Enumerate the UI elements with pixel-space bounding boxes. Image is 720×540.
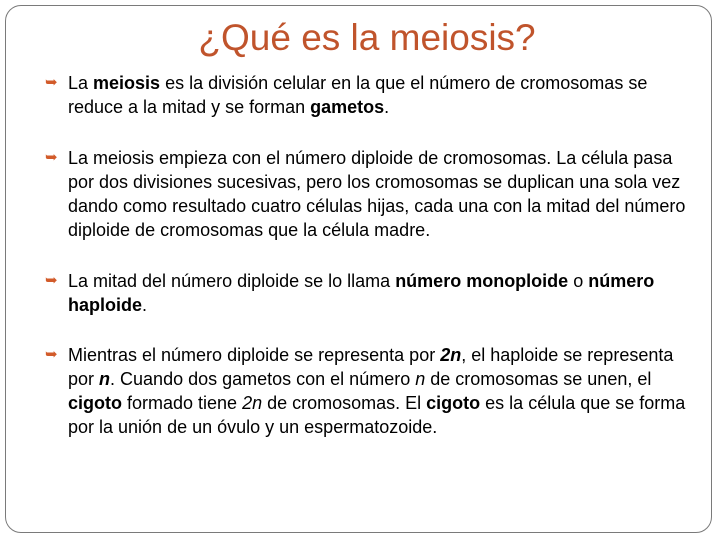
bullet-text-bold: gametos — [310, 97, 385, 117]
bullet-text-bold-italic: 2n — [440, 345, 462, 365]
bullet-text: La — [68, 73, 94, 93]
bullet-text: o — [568, 271, 589, 291]
bullet-text-bold: número monoploide — [395, 271, 569, 291]
slide-title: ¿Qué es la meiosis? — [198, 17, 536, 58]
bullet-item-haploid — [45, 269, 698, 317]
bullet-item-process — [45, 146, 698, 242]
bullet-text: . Cuando dos gametos con el número — [110, 369, 416, 389]
bullet-item-definition — [45, 71, 698, 119]
bullet-text-italic: 2n — [242, 393, 263, 413]
bullet-text: formado tiene — [122, 393, 243, 413]
bullet-text-italic: n — [415, 369, 426, 389]
bullet-item-notation — [45, 343, 698, 439]
bullet-text: Mientras el número diploide se representa por — [68, 345, 441, 365]
bullet-text: es la división celular en la que el número de cromosomas se reduce a la mitad y se forman — [68, 73, 648, 117]
bullet-text-bold: número haploide — [68, 271, 655, 315]
bullet-text-bold: meiosis — [93, 73, 161, 93]
arrow-bullet-icon: ➥ — [45, 149, 58, 166]
bullet-text-bold: cigoto — [68, 393, 122, 413]
bullet-text: de cromosomas. El — [262, 393, 427, 413]
arrow-bullet-icon: ➥ — [45, 74, 58, 91]
bullet-text-bold-italic: n — [99, 369, 111, 389]
bullet-text: es la célula que se forma por la unión de un óvulo y un espermatozoide. — [68, 393, 686, 437]
bullet-text: La mitad del número diploide se lo llama — [68, 271, 396, 291]
arrow-bullet-icon: ➥ — [45, 272, 58, 289]
bullet-text: de cromosomas se unen, el — [425, 369, 652, 389]
bullet-text: . — [384, 97, 390, 117]
bullet-list — [45, 71, 698, 466]
bullet-text-bold: cigoto — [426, 393, 481, 413]
bullet-text: La meiosis empieza con el número diploide de cromosomas. La célula pasa por dos divisiones sucesivas, pero los cromosomas se duplican una sola vez dando como resultado cuatro células hijas, cada una con la mitad del número diploide de cromosomas que la célula madre. — [68, 148, 686, 240]
arrow-bullet-icon: ➥ — [45, 346, 58, 363]
bullet-text: , el haploide se representa por — [68, 345, 674, 389]
bullet-text: . — [142, 295, 148, 315]
